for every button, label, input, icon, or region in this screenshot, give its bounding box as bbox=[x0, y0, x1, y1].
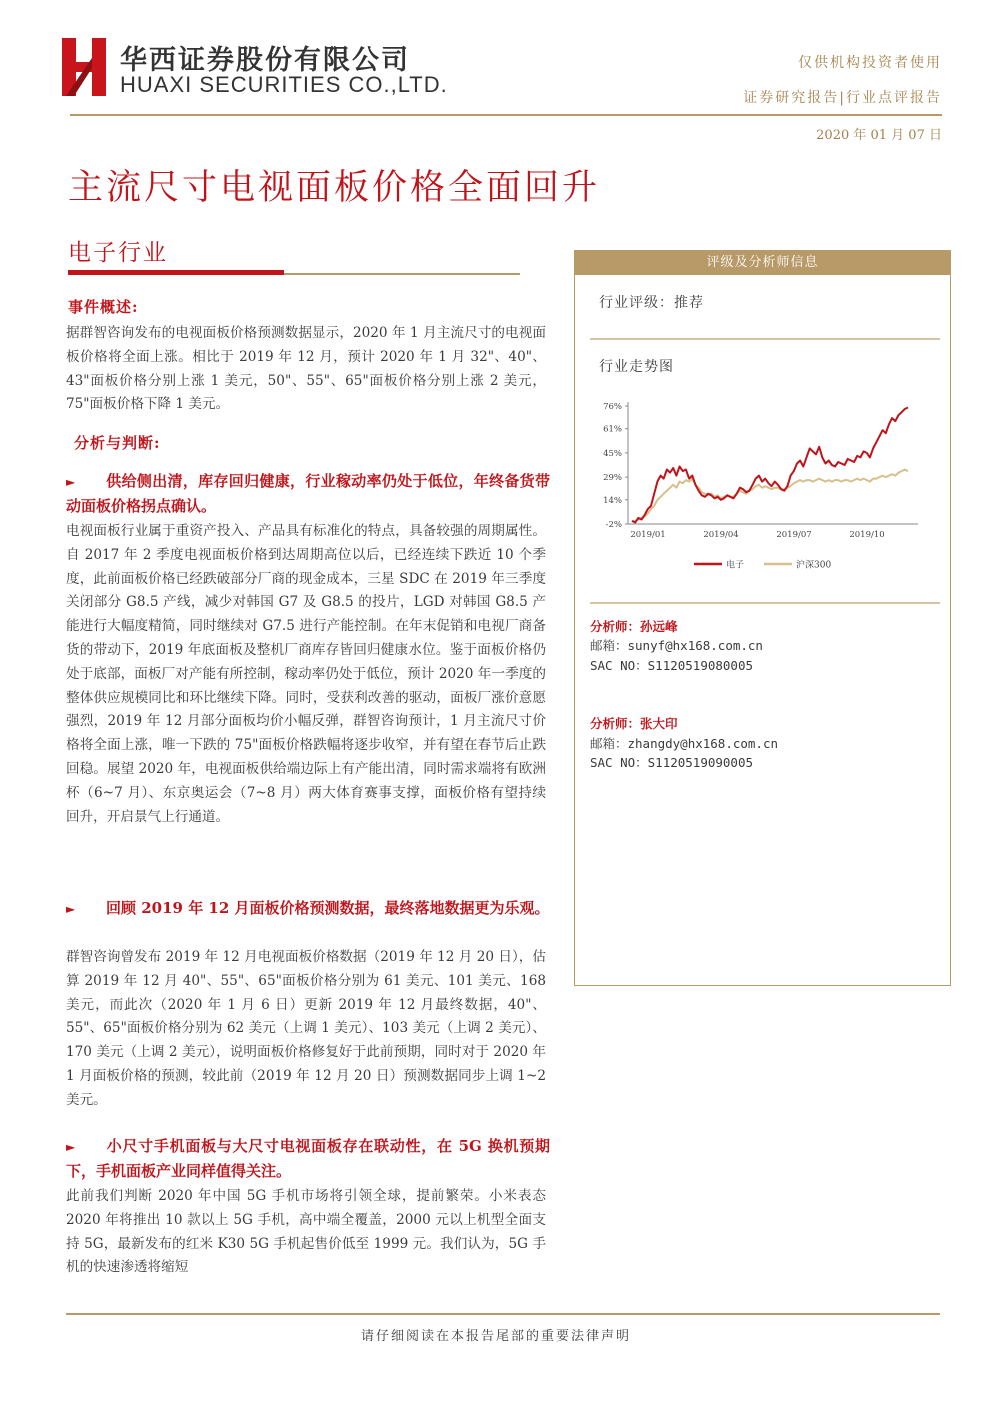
company-name-en: HUAXI SECURITIES CO.,LTD. bbox=[120, 72, 448, 97]
huaxi-logo-icon bbox=[62, 38, 106, 96]
x-tick-label: 2019/10 bbox=[849, 530, 885, 540]
y-tick-label: 29% bbox=[603, 473, 622, 484]
industry-rating: 行业评级：推荐 bbox=[599, 295, 704, 311]
bullet-marker-icon: ► bbox=[66, 475, 76, 489]
bullet-marker-icon: ► bbox=[66, 1140, 76, 1154]
event-heading: 事件概述: bbox=[68, 298, 139, 316]
point-2-text: 群智咨询曾发布 2019 年 12 月电视面板价格数据（2019 年 12 月 20 日），估算 2019 年 12 月 40"、55"、65"面板价格分别为 61 美元、101 美元、168 美元，而此次（2020 年 1 月 6 日）更新 2019 年 12 月最终数据，40"、55"、65"面板价格分别为 62 美元（上调 1 美元）、103 美元（上调 2 美元）、170 美元（上调 2 美元），说明面板价格修复好于此前预期，同时对于 2020 年 1 月面板价格的预测，较此前（2019 年 12 月 20 日）预测数据同步上调 1~2 美元。 bbox=[66, 949, 546, 1108]
series-line-0 bbox=[632, 408, 908, 523]
trend-chart-title: 行业走势图 bbox=[599, 359, 674, 375]
industry-label: 电子行业 bbox=[68, 240, 168, 266]
company-name-cn: 华西证券股份有限公司 bbox=[120, 45, 410, 76]
y-tick-label: -2% bbox=[605, 520, 622, 530]
series-line-1 bbox=[632, 470, 908, 522]
y-tick-label: 61% bbox=[603, 424, 622, 435]
event-text: 据群智咨询发布的电视面板价格预测数据显示，2020 年 1 月主流尺寸的电视面板价格将全面上涨。相比于 2019 年 12 月，预计 2020 年 1 月 32"、40"、43"面板价格分别上涨 1 美元，50"、55"、65"面板价格分别上涨 2 美元，75"面板价格下降 1 美元。 bbox=[66, 325, 546, 413]
sidebar-header: 评级及分析师信息 bbox=[575, 251, 950, 275]
legend-label: 电子 bbox=[726, 560, 745, 571]
industry-underline-gold bbox=[284, 273, 520, 275]
y-tick-label: 76% bbox=[603, 402, 622, 412]
sidebar-divider bbox=[590, 602, 940, 604]
point-3-title: ► 小尺寸手机面板与大尺寸电视面板存在联动性，在 5G 换机预期下，手机面板产业同样值得关注。 bbox=[66, 1137, 550, 1180]
analyst-2-sac: SAC NO：S1120519090005 bbox=[590, 755, 754, 770]
sidebar-divider bbox=[590, 338, 940, 340]
analyst-1-email[interactable]: 邮箱：sunyf@hx168.com.cn bbox=[590, 638, 763, 653]
page-title: 主流尺寸电视面板价格全面回升 bbox=[68, 168, 601, 208]
header-divider bbox=[70, 114, 942, 116]
point-1-text: 电视面板行业属于重资产投入、产品具有标准化的特点，具备较强的周期属性。自 2017 年 2 季度电视面板价格到达周期高位以后，已经连续下跌近 10 个季度，此前面板价格已经跌破部分厂商的现金成本，三星 SDC 在 2019 年三季度关闭部分 G8.5 产线，减少对韩国 G7 及 G8.5 的投片，LGD 对韩国 G8.5 产能进行大幅度精简，同时继续对 G7.5 进行产能控制。在年末促销和电视厂商备货的带动下，2019 年底面板及整机厂商库存皆回归健康水位。鉴于面板价格仍处于底部，面板厂对产能有所控制，稼动率仍处于低位，预计 2020 年一季度的整体供应规模同比和环比继续下降。同时，受获利改善的驱动，面板厂涨价意愿强烈，2019 年 12 月部分面板均价小幅反弹，群智咨询预计，1 月主流尺寸价格将全面上涨，唯一下跌的 75"面板价格跌幅将逐步收窄，并有望在春节后止跌回稳。展望 2020 年，电视面板供给端边际上有产能出清，同时需求端将有欧洲杯（6~7 月）、东京奥运会（7~8 月）两大体育赛事支撑，面板价格有望持续回升，开启景气上行通道。 bbox=[66, 523, 546, 825]
y-tick-label: 45% bbox=[603, 448, 622, 459]
x-tick-label: 2019/04 bbox=[703, 530, 739, 540]
legend-label: 沪深300 bbox=[796, 560, 832, 571]
report-date: 2020 年 01 月 07 日 bbox=[816, 128, 942, 143]
analyst-1-sac: SAC NO：S1120519080005 bbox=[590, 658, 754, 673]
industry-underline-red bbox=[68, 270, 284, 275]
notice-text: 仅供机构投资者使用 bbox=[798, 55, 942, 71]
point-1-title: ► 供给侧出清，库存回归健康，行业稼动率仍处于低位，年终备货带动面板价格拐点确认。 bbox=[66, 472, 550, 515]
analyst-2-email[interactable]: 邮箱：zhangdy@hx168.com.cn bbox=[590, 736, 779, 751]
analyst-1-name: 分析师：孙远峰 bbox=[590, 619, 678, 634]
y-tick-label: 14% bbox=[603, 495, 622, 506]
x-tick-label: 2019/01 bbox=[630, 530, 666, 540]
point-3-text: 此前我们判断 2020 年中国 5G 手机市场将引领全球，提前繁荣。小米表态 2020 年将推出 10 款以上 5G 手机，高中端全覆盖，2000 元以上机型全面支持 5G，最新发布的红米 K30 5G 手机起售价低至 1999 元。我们认为，5G 手机的快速渗透将缩短 bbox=[66, 1188, 546, 1276]
analysis-heading: 分析与判断: bbox=[74, 434, 161, 452]
x-tick-label: 2019/07 bbox=[776, 530, 812, 540]
footer-disclaimer: 请仔细阅读在本报告尾部的重要法律声明 bbox=[360, 1329, 631, 1344]
analyst-2-name: 分析师：张大印 bbox=[590, 716, 678, 731]
point-2-title: ► 回顾 2019 年 12 月面板价格预测数据，最终落地数据更为乐观。 bbox=[66, 896, 550, 921]
trend-chart bbox=[590, 392, 930, 582]
footer-divider bbox=[66, 1313, 940, 1315]
report-type: 证券研究报告|行业点评报告 bbox=[743, 90, 942, 106]
bullet-marker-icon: ► bbox=[66, 902, 76, 916]
